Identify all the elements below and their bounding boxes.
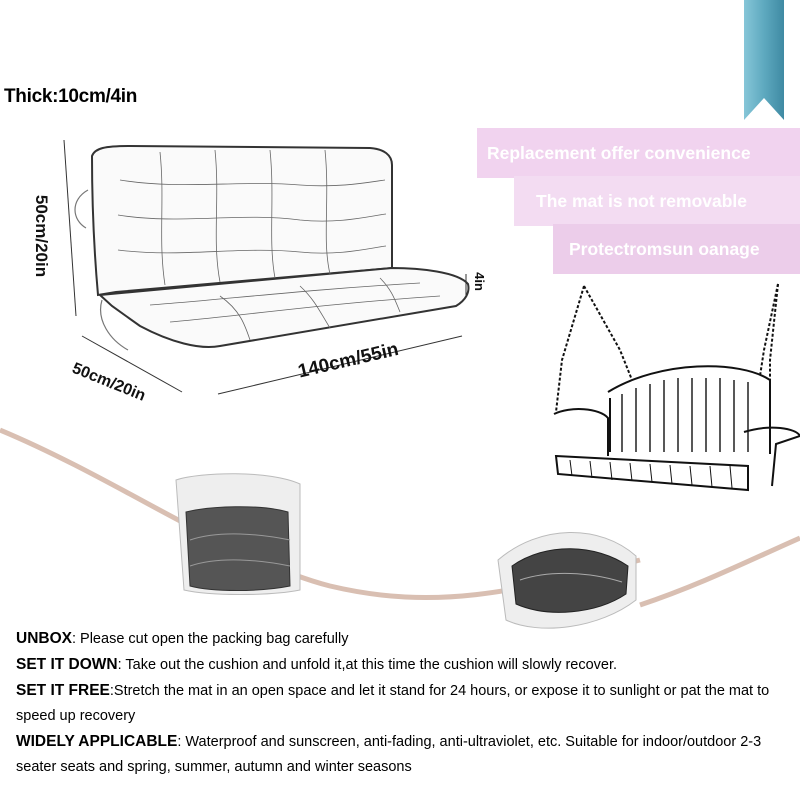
- instruction-item: [16, 626, 786, 652]
- instruction-label: WIDELY APPLICABLE: [16, 733, 178, 750]
- height-dimension-label: 50cm/20in: [32, 194, 51, 278]
- instruction-text: : Waterproof and sunscreen, anti-fading, anti-ultraviolet, etc. Suitable for indoor/outdoor 2-3 seater seats and spring, summer, autumn and winter seasons: [16, 734, 762, 775]
- cushion-sketch: [75, 146, 469, 350]
- thickness-title: Thick:10cm/4in: [4, 86, 138, 107]
- decorative-arc: [640, 538, 800, 605]
- instructions-section: [16, 626, 786, 780]
- feature-banner: The mat is not removable: [514, 176, 800, 226]
- width-dimension-label: 140cm/55in: [296, 338, 401, 383]
- instruction-label: SET IT FREE: [16, 682, 110, 699]
- instruction-text: : Take out the cushion and unfold it,at this time the cushion will slowly recover.: [117, 657, 618, 673]
- bookmark-ribbon-icon: [744, 0, 784, 120]
- packaged-cushion-image: [498, 532, 636, 628]
- feature-banner: Protectromsun oanage: [553, 224, 800, 274]
- packaged-cushion-image: [176, 474, 300, 595]
- instruction-text: : Please cut open the packing bag carefully: [71, 631, 349, 647]
- thickness-dimension-label: 4in: [471, 272, 487, 291]
- instruction-label: SET IT DOWN: [16, 656, 118, 673]
- instruction-text: :Stretch the mat in an open space and let it stand for 24 hours, or expose it to sunlight or pat the mat to speed up recovery: [16, 683, 770, 724]
- instruction-label: UNBOX: [16, 630, 72, 647]
- depth-dimension-label: 50cm/20in: [69, 360, 148, 405]
- instruction-item: [16, 729, 786, 780]
- porch-swing-image: [554, 284, 800, 490]
- instruction-item: [16, 678, 786, 729]
- instruction-item: [16, 652, 786, 678]
- feature-banner: Replacement offer convenience: [477, 128, 800, 178]
